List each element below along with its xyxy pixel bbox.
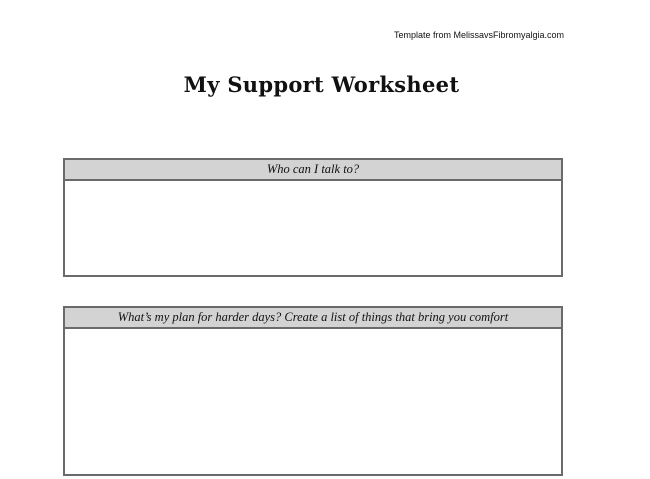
- support-contacts-prompt: Who can I talk to?: [65, 160, 561, 181]
- support-contacts-box: [63, 158, 563, 277]
- template-credit: Template from MelissavsFibromyalgia.com: [394, 30, 565, 40]
- harder-days-plan-writing-area: [65, 329, 561, 479]
- harder-days-plan-prompt: What’s my plan for harder days? Create a list of things that bring you comfort: [65, 308, 561, 329]
- harder-days-plan-box: [63, 306, 563, 476]
- page-title: My Support Worksheet: [183, 72, 460, 97]
- support-contacts-writing-area: [65, 181, 561, 277]
